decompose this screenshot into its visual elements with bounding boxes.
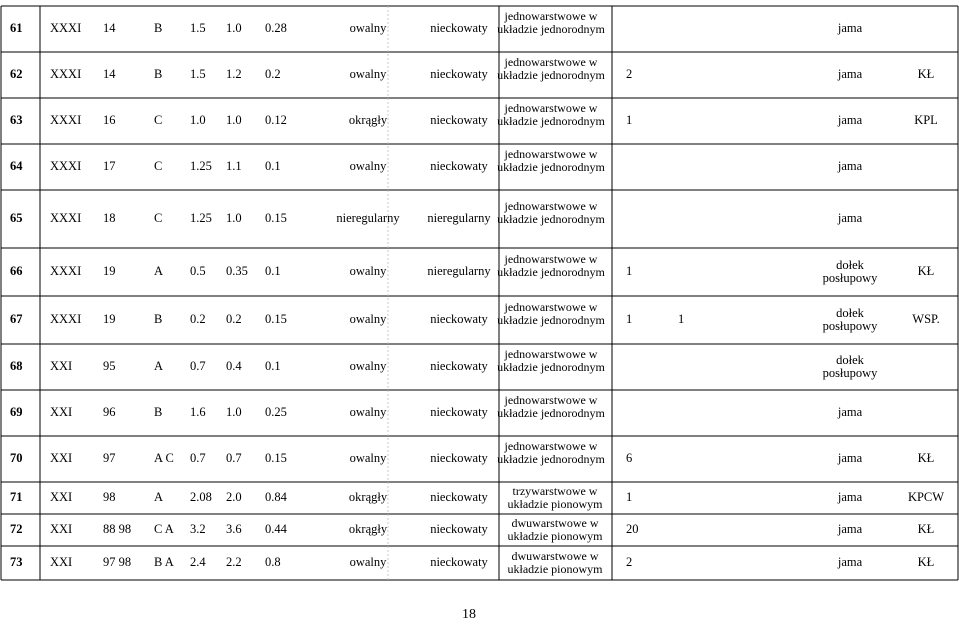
cell-section: B (154, 21, 163, 35)
cell-site: XXI (50, 451, 73, 465)
cell-profile: nieckowaty (430, 490, 488, 504)
cell-profile: nieckowaty (430, 522, 488, 536)
cell-shape: owalny (349, 405, 387, 419)
cell-site: XXI (50, 522, 73, 536)
cell-width: 0.7 (226, 451, 242, 465)
cell-type: jama (837, 451, 863, 465)
cell-profile: nieckowaty (430, 21, 488, 35)
cell-section: A (154, 264, 164, 278)
cell-shape: owalny (349, 359, 387, 373)
cell-profile: nieckowaty (430, 67, 488, 81)
cell-shape: owalny (349, 555, 387, 569)
cell-count-a: 1 (626, 264, 633, 278)
cell-type: jama (837, 522, 863, 536)
cell-length: 0.7 (190, 451, 206, 465)
cell-length: 1.5 (190, 67, 206, 81)
cell-layering: jednowarstwowe w układzie jednorodnym (497, 146, 605, 174)
cell-shape: okrągły (348, 490, 388, 504)
cell-profile: nieckowaty (430, 113, 488, 127)
cell-site: XXXI (50, 312, 82, 326)
cell-shape: owalny (349, 451, 387, 465)
cell-type: jama (837, 159, 863, 173)
cell-section: A (154, 490, 164, 504)
cell-layering: jednowarstwowe w układzie jednorodnym (497, 100, 605, 128)
cell-number: 71 (10, 490, 23, 504)
cell-are: 98 (103, 490, 116, 504)
cell-length: 0.7 (190, 359, 206, 373)
cell-width: 3.6 (226, 522, 242, 536)
cell-width: 0.35 (226, 264, 248, 278)
cell-depth: 0.15 (265, 211, 287, 225)
cell-count-b: 1 (678, 312, 685, 326)
cell-notes: KPL (914, 113, 938, 127)
cell-site: XXI (50, 490, 73, 504)
cell-number: 67 (10, 312, 23, 326)
cell-site: XXXI (50, 67, 82, 81)
cell-profile: nieckowaty (430, 312, 488, 326)
cell-are: 88 98 (103, 522, 132, 536)
cell-are: 96 (103, 405, 116, 419)
cell-layering: jednowarstwowe w układzie jednorodnym (497, 299, 605, 327)
cell-section: B (154, 312, 163, 326)
cell-site: XXXI (50, 159, 82, 173)
cell-depth: 0.1 (265, 159, 281, 173)
cell-section: C (154, 159, 163, 173)
cell-length: 2.08 (190, 490, 212, 504)
cell-width: 1.2 (226, 67, 242, 81)
cell-shape: owalny (349, 21, 387, 35)
cell-type: jama (837, 490, 863, 504)
cell-depth: 0.44 (265, 522, 287, 536)
cell-profile: nieckowaty (430, 405, 488, 419)
cell-layering: jednowarstwowe w układzie jednorodnym (497, 8, 605, 36)
cell-length: 1.25 (190, 211, 212, 225)
cell-type: jama (837, 113, 863, 127)
cell-layering: dwuwarstwowe w układzie pionowym (507, 549, 603, 576)
cell-type: dołek posłupowy (822, 306, 878, 333)
cell-notes: KŁ (917, 67, 935, 81)
cell-are: 95 (103, 359, 116, 373)
cell-section: C (154, 211, 163, 225)
cell-section: C (154, 113, 163, 127)
cell-length: 0.5 (190, 264, 206, 278)
cell-are: 18 (103, 211, 116, 225)
cell-width: 2.0 (226, 490, 242, 504)
cell-width: 1.0 (226, 405, 242, 419)
cell-number: 69 (10, 405, 23, 419)
cell-shape: okrągły (348, 113, 388, 127)
cell-depth: 0.28 (265, 21, 287, 35)
cell-number: 73 (10, 555, 23, 569)
cell-site: XXXI (50, 211, 82, 225)
cell-are: 16 (103, 113, 116, 127)
cell-depth: 0.1 (265, 359, 281, 373)
cell-profile: nieckowaty (430, 451, 488, 465)
cell-notes: KŁ (917, 264, 935, 278)
cell-count-a: 2 (626, 555, 633, 569)
cell-profile: nieckowaty (430, 159, 488, 173)
cell-layering: jednowarstwowe w układzie jednorodnym (497, 392, 605, 420)
cell-type: dołek posłupowy (822, 258, 878, 285)
cell-width: 0.4 (226, 359, 242, 373)
cell-site: XXI (50, 405, 73, 419)
cell-are: 17 (103, 159, 116, 173)
cell-are: 97 (103, 451, 116, 465)
cell-number: 64 (10, 159, 23, 173)
cell-notes: KŁ (917, 522, 935, 536)
page-number: 18 (462, 607, 476, 622)
cell-depth: 0.15 (265, 312, 287, 326)
cell-type: jama (837, 555, 863, 569)
cell-section: B (154, 67, 163, 81)
cell-layering: dwuwarstwowe w układzie pionowym (507, 516, 603, 543)
cell-site: XXI (50, 555, 73, 569)
cell-type: jama (837, 67, 863, 81)
cell-number: 66 (10, 264, 23, 278)
cell-depth: 0.12 (265, 113, 287, 127)
cell-notes: KŁ (917, 451, 935, 465)
cell-shape: owalny (349, 264, 387, 278)
cell-layering: jednowarstwowe w układzie jednorodnym (497, 54, 605, 82)
cell-shape: owalny (349, 67, 387, 81)
cell-section: A C (154, 451, 174, 465)
cell-site: XXXI (50, 264, 82, 278)
cell-notes: KŁ (917, 555, 935, 569)
cell-shape: owalny (349, 312, 387, 326)
cell-length: 1.0 (190, 113, 206, 127)
cell-number: 72 (10, 522, 23, 536)
cell-count-a: 1 (626, 312, 633, 326)
cell-type: jama (837, 405, 863, 419)
cell-section: A (154, 359, 164, 373)
cell-length: 2.4 (190, 555, 206, 569)
cell-width: 1.0 (226, 211, 242, 225)
cell-are: 19 (103, 264, 116, 278)
cell-section: B (154, 405, 163, 419)
cell-count-a: 1 (626, 113, 633, 127)
cell-length: 0.2 (190, 312, 206, 326)
cell-number: 68 (10, 359, 23, 373)
cell-layering: jednowarstwowe w układzie jednorodnym (497, 251, 605, 279)
cell-depth: 0.15 (265, 451, 287, 465)
cell-notes: WSP. (912, 312, 940, 326)
cell-shape: nieregularny (336, 211, 400, 225)
cell-number: 70 (10, 451, 23, 465)
cell-depth: 0.2 (265, 67, 281, 81)
cell-depth: 0.8 (265, 555, 281, 569)
cell-type: dołek posłupowy (822, 353, 878, 380)
cell-site: XXXI (50, 21, 82, 35)
cell-depth: 0.1 (265, 264, 281, 278)
cell-width: 1.1 (226, 159, 242, 173)
cell-type: jama (837, 21, 863, 35)
cell-profile: nieregularny (427, 211, 491, 225)
cell-shape: owalny (349, 159, 387, 173)
cell-are: 19 (103, 312, 116, 326)
cell-depth: 0.84 (265, 490, 287, 504)
cell-layering: jednowarstwowe w układzie jednorodnym (497, 346, 605, 374)
cell-site: XXI (50, 359, 73, 373)
cell-layering: jednowarstwowe w układzie jednorodnym (497, 198, 605, 226)
cell-profile: nieckowaty (430, 555, 488, 569)
cell-site: XXXI (50, 113, 82, 127)
cell-section: C A (154, 522, 174, 536)
cell-number: 65 (10, 211, 23, 225)
cell-are: 14 (103, 21, 116, 35)
cell-width: 0.2 (226, 312, 242, 326)
cell-profile: nieckowaty (430, 359, 488, 373)
cell-count-a: 2 (626, 67, 633, 81)
cell-length: 3.2 (190, 522, 206, 536)
cell-length: 1.25 (190, 159, 212, 173)
cell-profile: nieregularny (427, 264, 491, 278)
cell-type: jama (837, 211, 863, 225)
cell-length: 1.5 (190, 21, 206, 35)
cell-number: 63 (10, 113, 23, 127)
cell-count-a: 6 (626, 451, 633, 465)
cell-are: 97 98 (103, 555, 132, 569)
cell-count-a: 1 (626, 490, 633, 504)
cell-count-a: 20 (626, 522, 639, 536)
cell-number: 62 (10, 67, 23, 81)
cell-are: 14 (103, 67, 116, 81)
cell-width: 2.2 (226, 555, 242, 569)
cell-layering: trzywarstwowe w układzie pionowym (507, 484, 603, 511)
cell-width: 1.0 (226, 113, 242, 127)
cell-width: 1.0 (226, 21, 242, 35)
cell-length: 1.6 (190, 405, 206, 419)
cell-number: 61 (10, 21, 23, 35)
cell-layering: jednowarstwowe w układzie jednorodnym (497, 438, 605, 466)
cell-shape: okrągły (348, 522, 388, 536)
cell-depth: 0.25 (265, 405, 287, 419)
cell-notes: KPCW (907, 490, 945, 504)
cell-section: B A (154, 555, 174, 569)
